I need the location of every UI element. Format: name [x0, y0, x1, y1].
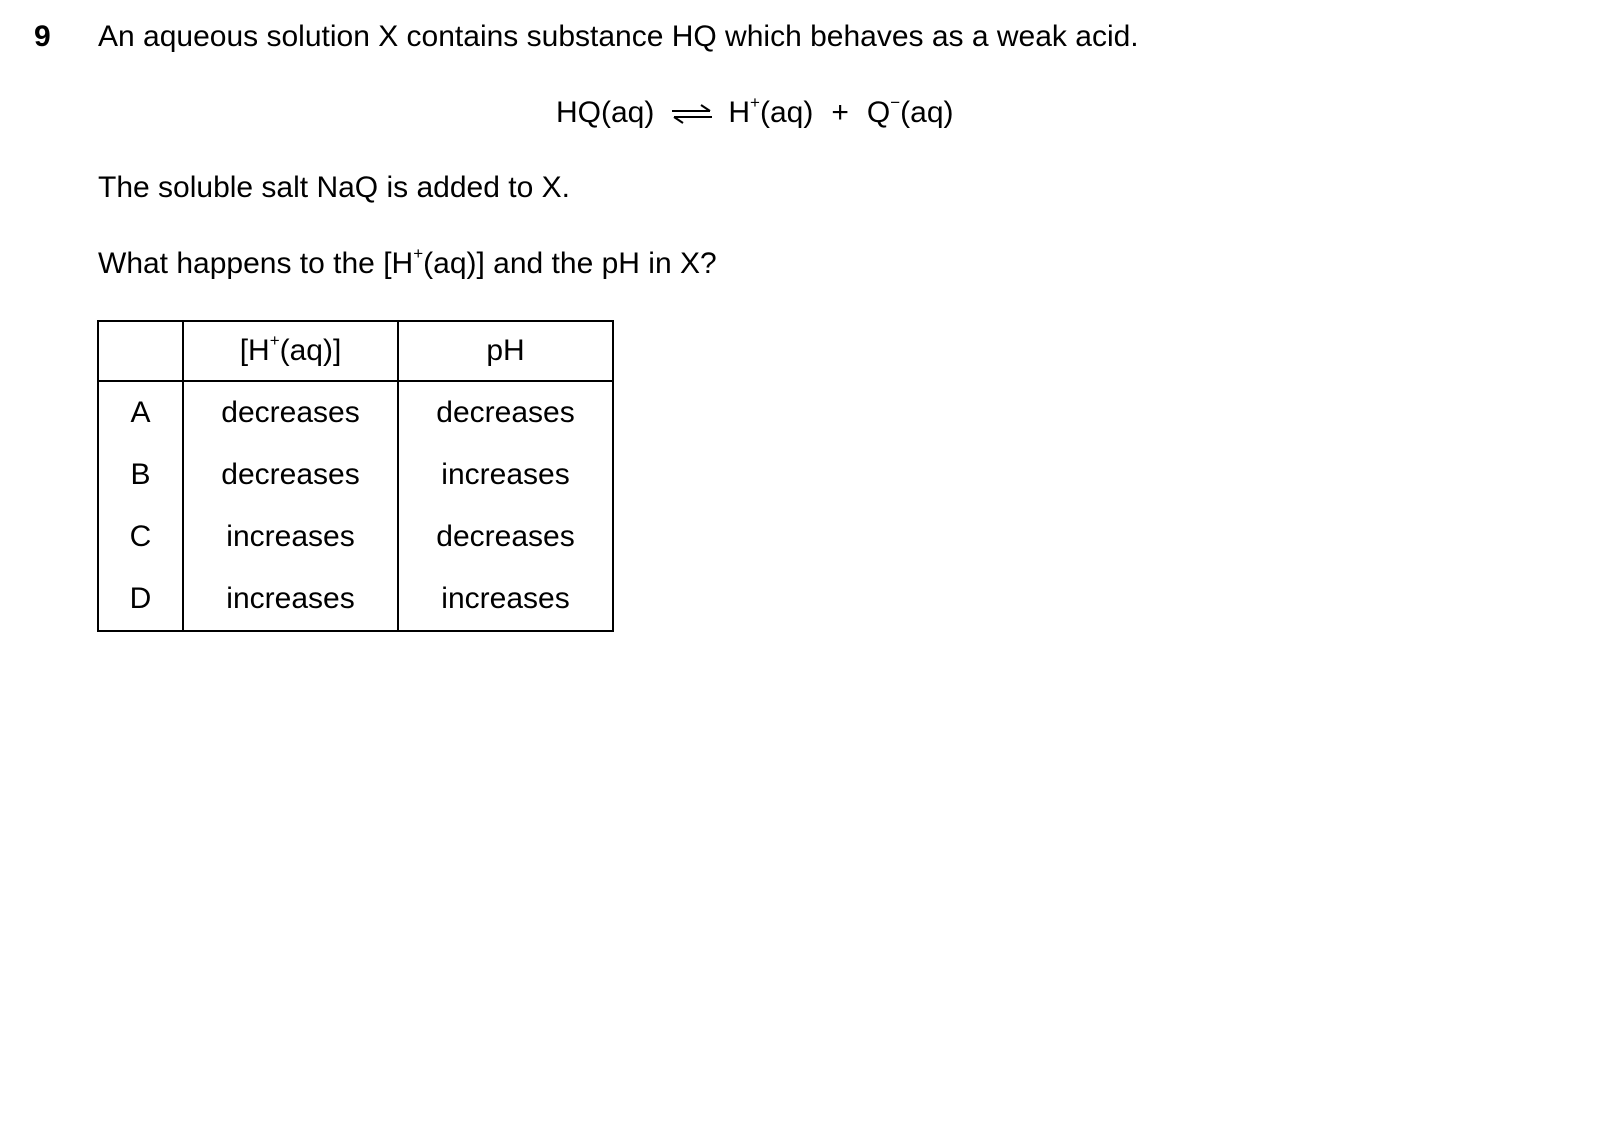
option-h-change: decreases: [183, 444, 398, 506]
question-intro: An aqueous solution X contains substance HQ which behaves as a weak acid.: [98, 20, 1139, 53]
equation-product-q: Q−(aq): [866, 93, 954, 129]
option-ph-change: increases: [398, 568, 613, 631]
equation-plus: +: [831, 96, 849, 129]
header-h-concentration: [H+(aq)]: [183, 321, 398, 381]
option-ph-change: increases: [398, 444, 613, 506]
equation-reactant: HQ(aq): [556, 96, 655, 129]
question-prompt: What happens to the [H+(aq)] and the pH in X?: [98, 244, 717, 280]
header-ph: pH: [398, 321, 613, 381]
answer-table: [97, 320, 614, 632]
option-h-change: increases: [183, 568, 398, 631]
option-key: C: [98, 506, 183, 568]
table-row[interactable]: [98, 506, 613, 568]
table-row[interactable]: [98, 568, 613, 631]
option-h-change: decreases: [183, 381, 398, 444]
option-ph-change: decreases: [398, 381, 613, 444]
header-key-cell: [98, 321, 183, 381]
option-key: B: [98, 444, 183, 506]
table-row[interactable]: [98, 381, 613, 444]
table-header-row: [98, 321, 613, 381]
equilibrium-equation: [556, 93, 954, 130]
question-statement: The soluble salt NaQ is added to X.: [98, 171, 570, 204]
equation-product-h: H+(aq): [728, 93, 814, 129]
option-key: A: [98, 381, 183, 444]
table-row[interactable]: [98, 444, 613, 506]
equilibrium-arrows-icon: [670, 104, 714, 124]
question-number: 9: [34, 20, 51, 53]
option-h-change: increases: [183, 506, 398, 568]
option-ph-change: decreases: [398, 506, 613, 568]
option-key: D: [98, 568, 183, 631]
